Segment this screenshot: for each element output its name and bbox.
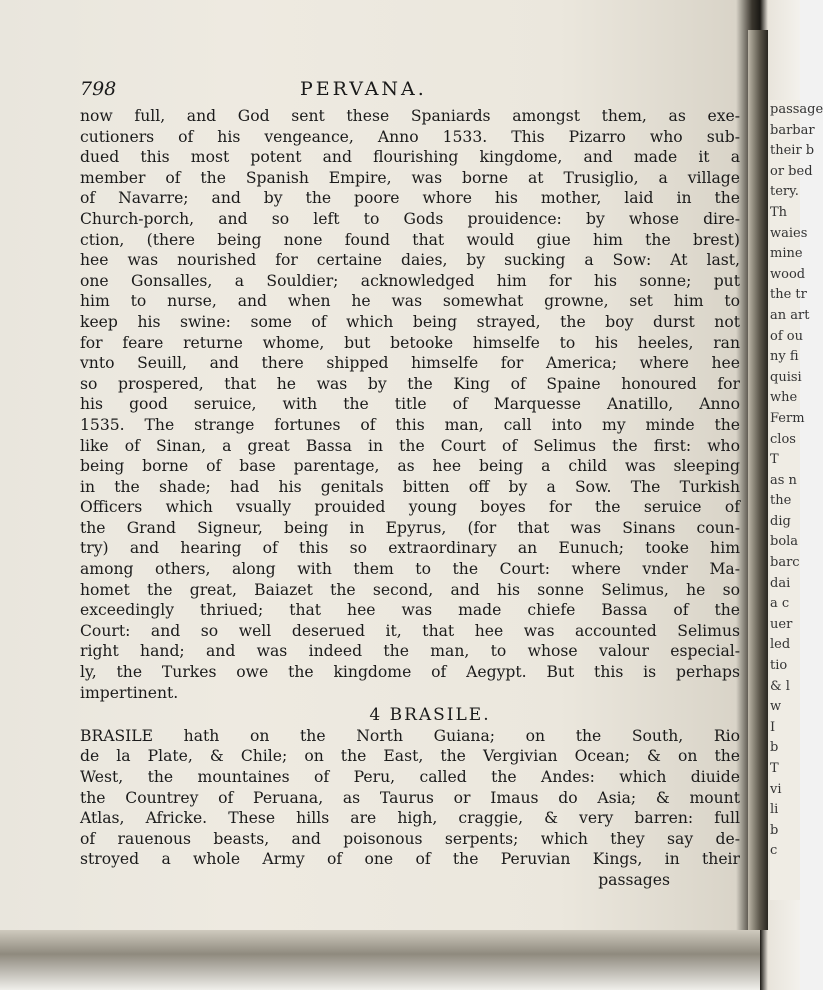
text-line: 1535. The strange fortunes of this man, call into my minde the: [80, 415, 740, 434]
facing-page-line: an art: [770, 307, 810, 323]
text-line: homet the great, Baiazet the second, and his sonne Selimus, he so: [80, 580, 740, 599]
text-line: hee was nourished for certaine daies, by sucking a Sow: At last,: [80, 251, 740, 270]
facing-page-line: b: [770, 822, 779, 838]
page-edge-shadow: [0, 930, 760, 990]
facing-page-line: b: [770, 740, 779, 756]
facing-page-line: T: [770, 761, 779, 776]
facing-page-line: passage: [770, 102, 823, 117]
text-line: among others, along with them to the Court: where vnder Ma-: [80, 560, 740, 579]
text-line: member of the Spanish Empire, was borne at Trusiglio, a village: [80, 168, 740, 187]
facing-page-line: the: [770, 493, 792, 509]
facing-page-line: tio: [770, 658, 788, 674]
section-heading: 4 BRASILE.: [369, 705, 491, 726]
text-line: Officers which vsually prouided young boyes for the seruice of: [80, 498, 740, 517]
facing-page-line: barc: [770, 555, 800, 571]
text-line: Court: and so well deserued it, that hee was accounted Selimus: [80, 621, 740, 640]
facing-page-line: the tr: [770, 287, 807, 303]
facing-page-line: w: [770, 699, 782, 715]
text-line: for feare returne whome, but betooke himselfe to his heeles, ran: [80, 333, 740, 352]
text-line: him to nurse, and when he was somewhat growne, set him to: [80, 292, 740, 311]
facing-page-line: clos: [770, 431, 796, 447]
facing-page-line: li: [770, 802, 779, 818]
facing-page-line: tery.: [770, 184, 799, 200]
facing-page-line: Th: [770, 204, 788, 220]
text-line: so prospered, that he was by the King of Spaine honoured for: [80, 374, 740, 393]
running-title: PERVANA.: [300, 78, 427, 100]
text-line: one Gonsalles, a Souldier; acknowledged him for his sonne; put: [80, 271, 740, 290]
text-line: ction, (there being none found that would giue him the brest): [80, 230, 740, 249]
text-line: dued this most potent and flourishing kingdome, and made it a: [80, 148, 740, 167]
facing-page-line: Ferm: [770, 410, 805, 426]
facing-page-line: quisi: [770, 369, 802, 385]
facing-page-line: wood: [770, 266, 806, 282]
text-line: of Navarre; and by the poore whore his mother, laid in the: [80, 189, 740, 208]
facing-page-line: barbar: [770, 122, 815, 138]
text-line: right hand; and was indeed the man, to whose valour especial-: [80, 642, 740, 661]
paragraph-pizarro: [80, 106, 740, 703]
facing-page-line: T: [770, 452, 779, 468]
text-line: try) and hearing of this so extraordinary an Eunuch; tooke him: [80, 539, 740, 558]
text-line: exceedingly thriued; that hee was made chiefe Bassa of the: [80, 601, 740, 620]
text-line: in the shade; had his genitals bitten off by a Sow. The Turkish: [80, 477, 740, 496]
text-line: like of Sinan, a great Bassa in the Court of Selimus the first: who: [80, 436, 740, 455]
facing-page-line: dai: [770, 575, 791, 591]
text-line: Atlas, Africke. These hills are high, craggie, & very barren: full: [80, 809, 740, 828]
facing-page-line: vi: [770, 781, 782, 797]
facing-page-line: uer: [770, 616, 793, 632]
facing-page-line: or bed: [770, 163, 813, 179]
text-line: impertinent.: [80, 683, 179, 702]
book-gutter: [748, 30, 768, 930]
text-line: now full, and God sent these Spaniards amongst them, as exe-: [80, 107, 740, 125]
facing-page-line: I: [770, 719, 776, 735]
text-line: West, the mountaines of Peru, called the Andes: which diuide: [80, 768, 740, 786]
facing-page-line: of ou: [770, 328, 803, 344]
text-line: vnto Seuill, and there shipped himselfe for America; where hee: [80, 354, 740, 373]
facing-page-fragment: [770, 100, 823, 900]
text-line: ly, the Turkes owe the kingdome of Aegypt. But this is perhaps: [80, 663, 740, 682]
facing-page-line: ny fi: [770, 349, 799, 365]
text-line: cutioners of his vengeance, Anno 1533. This Pizarro who sub-: [80, 127, 740, 146]
facing-page-line: dig: [770, 513, 791, 529]
facing-page-line: as n: [770, 472, 797, 488]
text-line: keep his swine: some of which being strayed, the boy durst not: [80, 312, 740, 331]
text-line: the Grand Signeur, being in Epyrus, (for that was Sinans coun-: [80, 518, 740, 537]
facing-page-line: & l: [770, 678, 790, 694]
facing-page-line: bola: [770, 534, 799, 550]
text-line: being borne of base parentage, as hee being a child was sleeping: [80, 457, 740, 476]
facing-page-line: waies: [770, 225, 808, 241]
facing-page-line: a c: [770, 596, 790, 612]
paragraph-brasile: [80, 726, 740, 870]
catchword: passages: [598, 870, 670, 889]
text-line: his good seruice, with the title of Marquesse Anatillo, Anno: [80, 395, 740, 414]
facing-page-line: whe: [770, 390, 798, 406]
facing-page-line: led: [770, 637, 791, 653]
text-line: Church-porch, and so left to Gods prouidence: by whose dire-: [80, 209, 740, 228]
page-header: [80, 78, 670, 104]
facing-page-line: c: [770, 843, 778, 859]
body-text: [80, 106, 740, 891]
facing-page-line: mine: [770, 246, 803, 262]
page-number: 798: [80, 78, 117, 100]
text-line: the Countrey of Peruana, as Taurus or Imaus do Asia; & mount: [80, 788, 740, 807]
text-line: stroyed a whole Army of one of the Peruvian Kings, in their: [80, 850, 740, 869]
facing-page-line: their b: [770, 143, 815, 159]
text-line: BRASILE hath on the North Guiana; on the South, Rio: [80, 726, 740, 745]
text-line: of rauenous beasts, and poisonous serpents; which they say de-: [80, 829, 740, 848]
text-line: de la Plate, & Chile; on the East, the Vergivian Ocean; & on the: [80, 747, 740, 766]
